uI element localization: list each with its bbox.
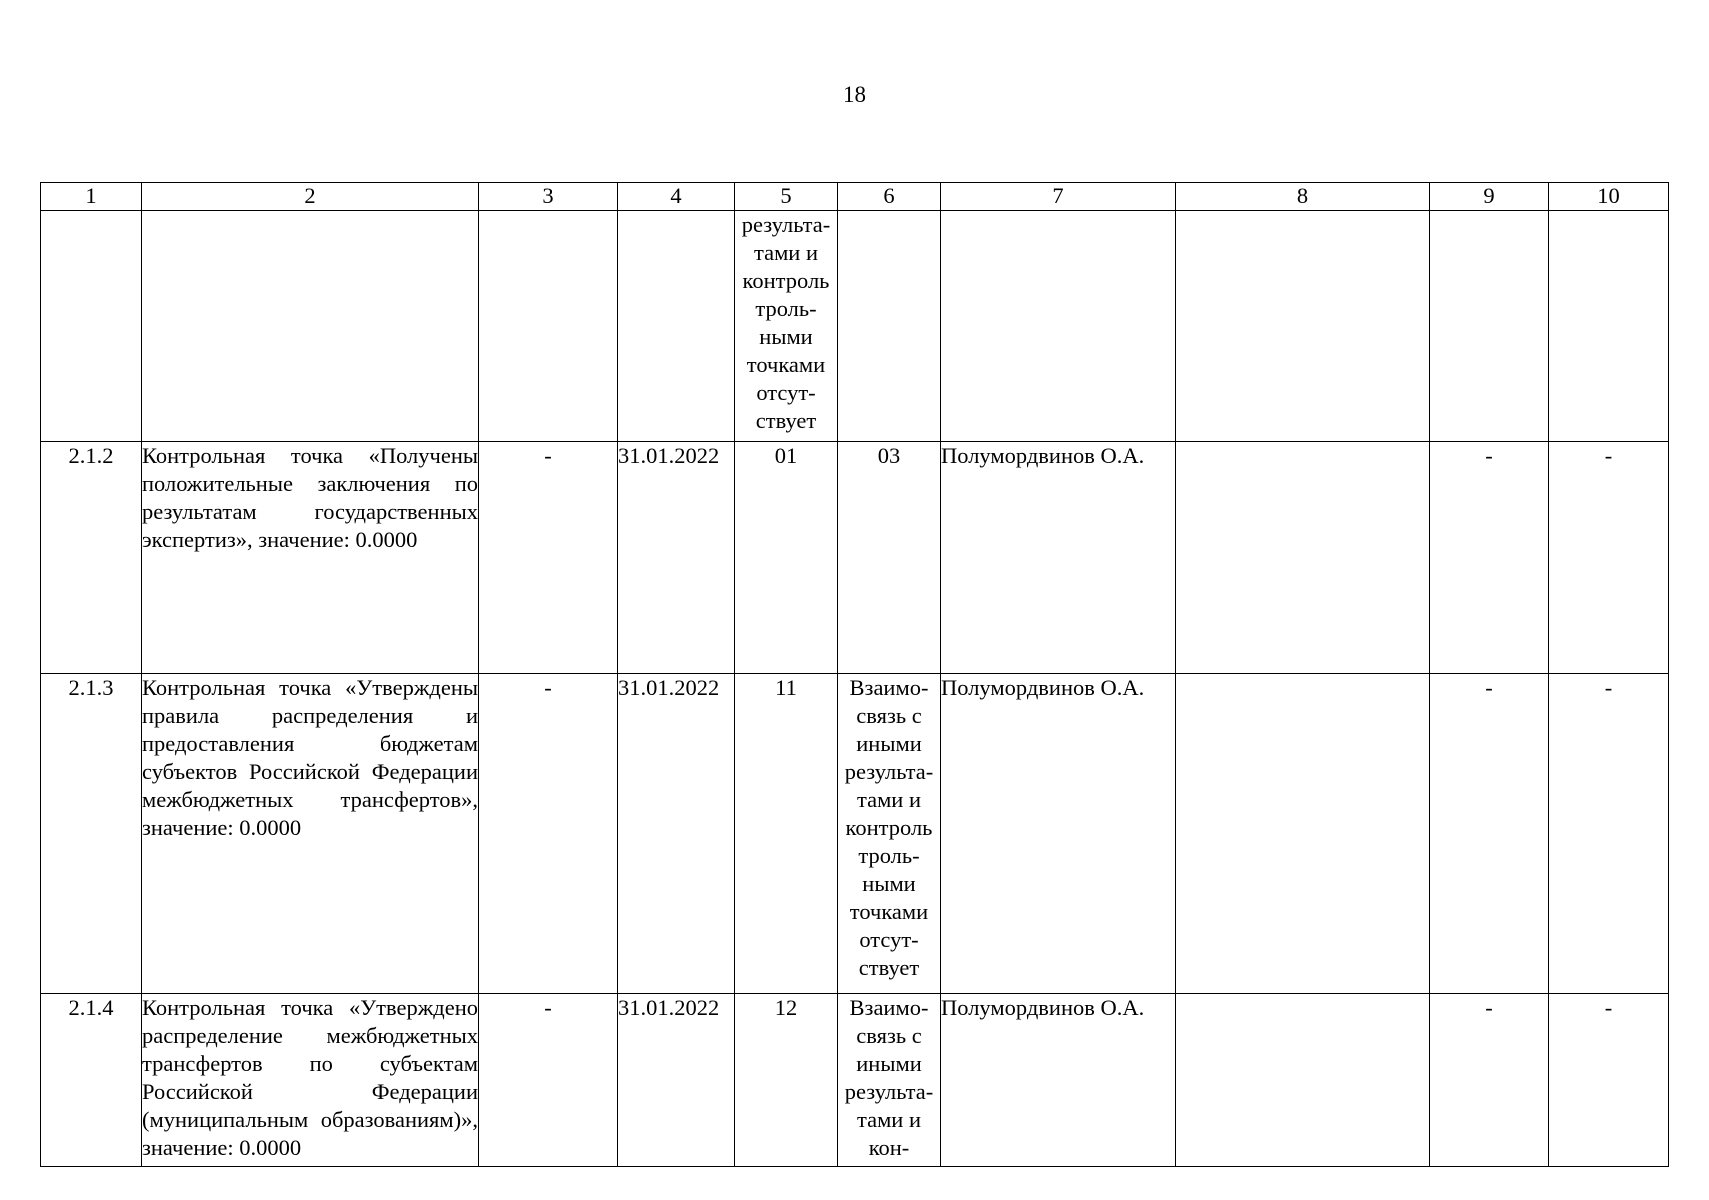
col5-code: 12	[735, 994, 838, 1167]
text-line: контроль	[742, 268, 830, 293]
responsible-person: Полумордвинов О.А.	[941, 674, 1176, 994]
cell-empty	[1176, 211, 1430, 442]
text-line: иными	[856, 1051, 922, 1076]
col10-value: -	[1549, 994, 1669, 1167]
col9-value: -	[1430, 674, 1549, 994]
header-col-6: 6	[838, 183, 941, 211]
cell-empty	[1430, 211, 1549, 442]
text-line: результа-	[844, 1079, 934, 1104]
text-line: результа-	[844, 759, 934, 784]
text-line: ными	[862, 871, 916, 896]
header-col-9: 9	[1430, 183, 1549, 211]
text-line: Взаимо-	[849, 995, 929, 1020]
due-date: 31.01.2022	[618, 674, 735, 994]
col5-code: 01	[735, 442, 838, 674]
col8-value	[1176, 994, 1430, 1167]
cell-empty	[41, 211, 142, 442]
header-col-7: 7	[941, 183, 1176, 211]
text-line: связь с	[856, 1023, 922, 1048]
control-point-name: Контрольная точка «Получены положительные заключения по результатам государственных экспертиз», значение: 0.0000	[142, 442, 479, 674]
text-line: точками	[746, 352, 826, 377]
col10-value: -	[1549, 442, 1669, 674]
control-points-table	[40, 182, 1669, 1167]
header-col-5: 5	[735, 183, 838, 211]
header-row	[41, 183, 1669, 211]
col6-value	[838, 674, 941, 994]
text-line: отсут-	[756, 380, 816, 405]
header-col-4: 4	[618, 183, 735, 211]
text-line: ствует	[755, 408, 817, 433]
control-point-name: Контрольная точка «Утверждены правила распределения и предоставления бюджетам субъектов Российской Федерации межбюджетных трансфертов», значение: 0.0000	[142, 674, 479, 994]
text-line: тами и	[856, 787, 922, 812]
col5-code: 11	[735, 674, 838, 994]
continuation-row	[41, 211, 1669, 442]
cell-empty	[838, 211, 941, 442]
cell-empty	[142, 211, 479, 442]
header-col-1: 1	[41, 183, 142, 211]
text-line: 03	[877, 443, 901, 468]
col8-value	[1176, 442, 1430, 674]
due-date: 31.01.2022	[618, 442, 735, 674]
text-line: связь с	[856, 703, 922, 728]
text-line: троль-	[755, 296, 817, 321]
text-line: ствует	[858, 955, 920, 980]
col8-value	[1176, 674, 1430, 994]
row-number: 2.1.2	[41, 442, 142, 674]
col3-value: -	[479, 994, 618, 1167]
row-number: 2.1.3	[41, 674, 142, 994]
responsible-person: Полумордвинов О.А.	[941, 442, 1176, 674]
text-line: отсут-	[859, 927, 919, 952]
table-row	[41, 674, 1669, 994]
text-line: кон-	[868, 1135, 910, 1160]
header-col-3: 3	[479, 183, 618, 211]
text-line: результа-	[741, 212, 831, 237]
col6-value	[838, 994, 941, 1167]
col10-value: -	[1549, 674, 1669, 994]
col3-value: -	[479, 674, 618, 994]
col9-value: -	[1430, 994, 1549, 1167]
page-number: 18	[843, 82, 866, 107]
text-line: тами и	[856, 1107, 922, 1132]
control-point-name: Контрольная точка «Утверждено распределение межбюджетных трансфертов по субъектам Российской Федерации (муниципальным образованиям)», значение: 0.0000	[142, 994, 479, 1167]
text-line: иными	[856, 731, 922, 756]
header-col-8: 8	[1176, 183, 1430, 211]
col3-value: -	[479, 442, 618, 674]
header-col-2: 2	[142, 183, 479, 211]
due-date: 31.01.2022	[618, 994, 735, 1167]
cell-empty	[1549, 211, 1669, 442]
col9-value: -	[1430, 442, 1549, 674]
continuation-col5	[735, 211, 838, 442]
text-line: тами и	[753, 240, 819, 265]
col6-value	[838, 442, 941, 674]
cell-empty	[941, 211, 1176, 442]
text-line: контроль	[845, 815, 933, 840]
text-line: Взаимо-	[849, 675, 929, 700]
text-line: точками	[849, 899, 929, 924]
cell-empty	[479, 211, 618, 442]
text-line: ными	[759, 324, 813, 349]
header-col-10: 10	[1549, 183, 1669, 211]
cell-empty	[618, 211, 735, 442]
table-row	[41, 994, 1669, 1167]
row-number: 2.1.4	[41, 994, 142, 1167]
text-line: троль-	[858, 843, 920, 868]
responsible-person: Полумордвинов О.А.	[941, 994, 1176, 1167]
table-row	[41, 442, 1669, 674]
